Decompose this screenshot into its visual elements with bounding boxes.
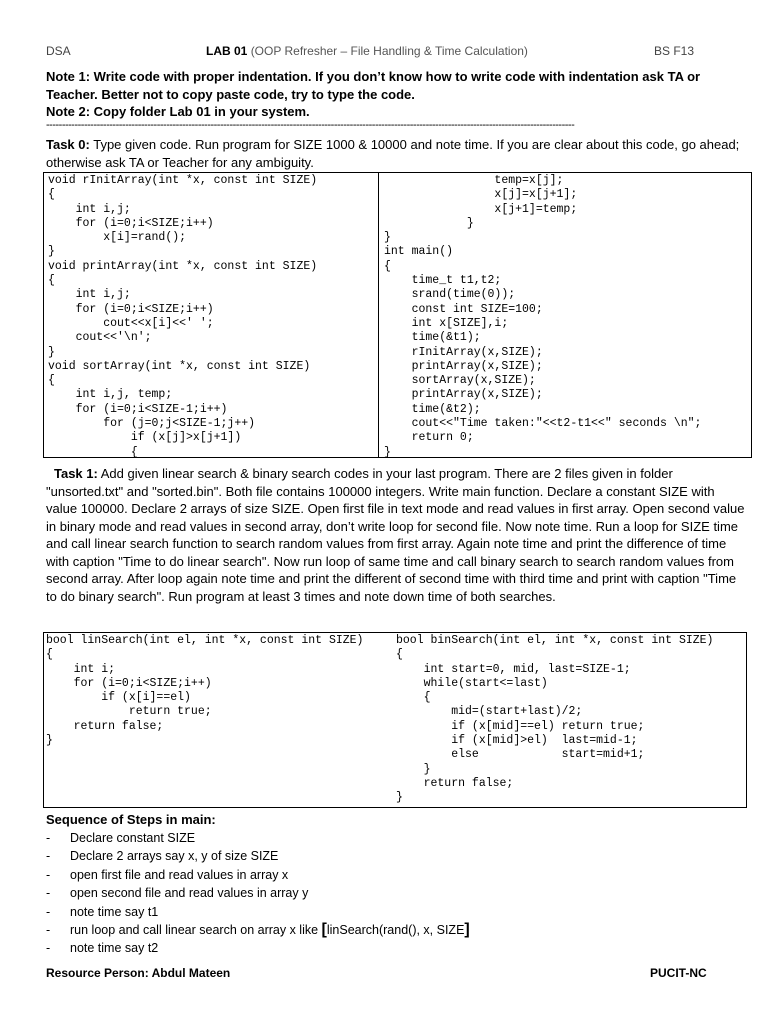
task0-label: Task 0: xyxy=(46,137,90,152)
resource-person: Resource Person: Abdul Mateen xyxy=(46,966,231,980)
bracket-close: ] xyxy=(464,921,470,939)
step-item: - open first file and read values in array x xyxy=(46,866,470,884)
task0-code-left-column xyxy=(48,174,317,457)
step-item: - open second file and read values in array y xyxy=(46,884,470,902)
task0-code-right-column xyxy=(384,174,701,457)
task1-code-right-column xyxy=(396,634,713,807)
notes-block xyxy=(46,68,746,121)
task1-code-left-column xyxy=(46,634,363,807)
task0-text: Type given code. Run program for SIZE 1000 & 10000 and note time. If you are clear about this code, go ahead; otherwise ask TA or Teacher for any ambiguity. xyxy=(46,137,740,170)
steps-title: Sequence of Steps in main: xyxy=(46,812,216,827)
task1-code-box xyxy=(43,632,747,808)
task0-code-divider xyxy=(378,173,379,457)
step-dash: - xyxy=(46,923,51,938)
task1-label: Task 1: xyxy=(54,466,98,481)
step-item: - note time say t1 xyxy=(46,903,470,921)
step-item: - note time say t2 xyxy=(46,939,470,957)
binary-search-code: bool binSearch(int el, int *x, const int SIZE) { int start=0, mid, last=SIZE-1; while(start<=last) { mid=(start+last)/2; if (x[mid]==el) return true; if (x[mid]>el) last=mid-1; else start=mid+1; } return false; } xyxy=(396,634,714,805)
step-dash: - xyxy=(46,904,51,919)
lab-title xyxy=(206,44,528,58)
task0-code-box xyxy=(43,172,752,458)
bracket-code: linSearch(rand(), x, SIZE xyxy=(326,923,465,938)
step-dash: - xyxy=(46,867,51,882)
lab-number: LAB 01 xyxy=(206,44,248,58)
institution: PUCIT-NC xyxy=(650,966,707,980)
step-dash: - xyxy=(46,886,51,901)
lab-subtitle: (OOP Refresher – File Handling & Time Calculation) xyxy=(250,44,528,58)
step-dash: - xyxy=(46,849,51,864)
linear-search-code: bool linSearch(int el, int *x, const int SIZE) { int i; for (i=0;i<SIZE;i++) if (x[i]==el) return true; return false; } xyxy=(46,634,364,748)
task0-code-right: temp=x[j]; x[j]=x[j+1]; x[j+1]=temp; } } int main() { time_t t1,t2; srand(time(0)); const int SIZE=100; int x[SIZE],i; time(&t1); rInitArray(x,SIZE); printArray(x,SIZE); sortArray(x,SIZE); printArray(x,SIZE); time(&t2); cout<<"Time taken:"<<t2-t1<<" seconds \n"; return 0; } xyxy=(384,174,702,459)
task1-description xyxy=(46,465,746,605)
steps-list xyxy=(46,829,470,958)
step-dash: - xyxy=(46,831,51,845)
task0-code-left: void rInitArray(int *x, const int SIZE) { int i,j; for (i=0;i<SIZE;i++) x[i]=rand(); } void printArray(int *x, const int SIZE) { int i,j; for (i=0;i<SIZE;i++) cout<<x[i]<<' '; cout<<'\n'; } void sortArray(int *x, const int SIZE) { int i,j, temp; for (i=0;i<SIZE-1;i++) for (j=0;j<SIZE-1;j++) if (x[j]>x[j+1]) { xyxy=(48,174,318,459)
dashed-divider: ----------------------------------------------------------------------------------------------------------------------------------------------------------------------- xyxy=(46,119,575,131)
step-item: - Declare 2 arrays say x, y of size SIZE xyxy=(46,847,470,865)
note-1: Note 1: Write code with proper indentation. If you don’t know how to write code with indentation ask TA or Teacher. Better not to copy paste code, try to type the code. xyxy=(46,69,701,102)
bracket-open: [ xyxy=(321,921,327,939)
step-item: - Declare constant SIZE xyxy=(46,829,470,847)
task1-text: Add given linear search & binary search codes in your last program. There are 2 files given in folder "unsorted.txt" and "sorted.bin". Both file contains 100000 integers. Write main function. Declare a constant SIZE with value 100000. Declare 2 arrays of size SIZE. Open first file in text mode and read values in first array. Open second value in binary mode and read values in second array, don’t write loop for second file. Now note time. Run a loop for SIZE time and call linear search function to search random values from first array. Again note time and print the difference of time with caption "Time to do linear search". Now run loop of same time and call binary search to search random values from second array. After loop again note time and print the different of second time with third time and print with caption "Time to do binary search". Run program at least 3 times and note down time of both searches. xyxy=(46,466,745,604)
section-label: BS F13 xyxy=(654,44,695,58)
step-item: - run loop and call linear search on array x like [linSearch(rand(), x, SIZE] xyxy=(46,921,470,939)
note-2: Note 2: Copy folder Lab 01 in your system. xyxy=(46,104,310,119)
step-dash: - xyxy=(46,941,51,956)
task0-description xyxy=(46,136,746,171)
course-label: DSA xyxy=(46,44,71,58)
